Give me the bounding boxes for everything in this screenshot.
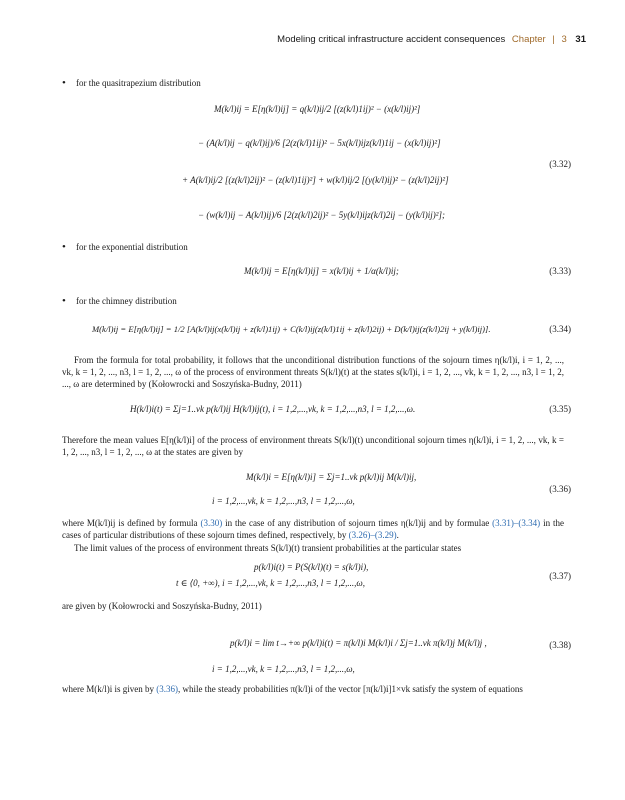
text: where M(k/l)ij is defined by formula (62, 518, 201, 528)
paragraph-given-by: are given by (Kołowrocki and Soszyńska-Budny, 2011) (62, 601, 262, 611)
text: in the cases of particular distributions of these sojourn times defined, respectively, by (62, 518, 564, 540)
eq-3-32-line4: − (w(k/l)ij − A(k/l)ij)/6 [2(z(k/l)2ij)² − 5y(k/l)ijz(k/l)2ij − (y(k/l)ij)²]; (198, 210, 445, 220)
text: in the case of any distribution of sojourn times η(k/l)ij and by formulae (222, 518, 493, 528)
paragraph-mean-values: Therefore the mean values E[η(k/l)i] of the process of environment threats S(k/l)(t) unconditional sojourn times η(k/l)i, i = 1, 2, ..., vk, k = 1, 2, ..., n3, l = 1, 2, ..., ω at the states are given by (62, 435, 564, 457)
running-title: Modeling critical infrastructure accident consequences (277, 34, 506, 45)
eq-3-37-line2: t ∈ ⟨0, +∞), i = 1,2,...,vk, k = 1,2,...,n3, l = 1,2,...,ω, (176, 578, 365, 588)
eq-number-3-32: (3.32) (549, 159, 571, 169)
text: where M(k/l)i is given by (62, 684, 157, 694)
eq-number-3-33: (3.33) (549, 266, 571, 276)
eq-3-32-line3: + A(k/l)ij/2 [(z(k/l)2ij)² − (z(k/l)1ij)²] + w(k/l)ij/2 [(y(k/l)ij)² − (z(k/l)2ij)²] (182, 175, 449, 185)
eq-3-36-line2: i = 1,2,...,vk, k = 1,2,...,n3, l = 1,2,...,ω, (212, 496, 355, 506)
chapter-number: 3 (561, 34, 567, 45)
eq-number-3-36: (3.36) (549, 484, 571, 494)
eq-number-3-38: (3.38) (549, 640, 571, 650)
page-number: 31 (575, 34, 586, 45)
paragraph-limit-values: The limit values of the process of environment threats S(k/l)(t) transient probabilities at the particular states (74, 543, 462, 553)
eq-3-38-line2: i = 1,2,...,vk, k = 1,2,...,n3, l = 1,2,...,ω, (212, 664, 355, 674)
running-header (277, 34, 586, 45)
ref-link-3-31-3-34[interactable]: (3.31)–(3.34) (492, 518, 541, 528)
eq-3-37-line1: p(k/l)i(t) = P(S(k/l)(t) = s(k/l)i), (254, 562, 369, 572)
ref-link-3-26-3-29[interactable]: (3.26)–(3.29) (348, 530, 397, 540)
eq-3-32-line1: M(k/l)ij = E[η(k/l)ij] = q(k/l)ij/2 [(z(k/l)1ij)² − (x(k/l)ij)²] (214, 104, 421, 114)
eq-3-36-line1: M(k/l)i = E[η(k/l)i] = Σj=1..vk p(k/l)ij M(k/l)ij, (246, 472, 417, 482)
bullet-quasitrapezium (62, 78, 201, 88)
text: . (396, 530, 399, 540)
eq-3-33: M(k/l)ij = E[η(k/l)ij] = x(k/l)ij + 1/α(k/l)ij; (244, 266, 399, 276)
header-divider: | (552, 34, 555, 45)
eq-number-3-35: (3.35) (549, 404, 571, 414)
eq-number-3-37: (3.37) (549, 571, 571, 581)
eq-3-34: M(k/l)ij = E[η(k/l)ij] = 1/2 [A(k/l)ij(x(k/l)ij + z(k/l)1ij) + C(k/l)ij(z(k/l)1ij + z(k/l)2ij) + D(k/l)ij(z(k/l)2ij + y(k/l)ij)]. (92, 324, 491, 334)
eq-3-35: H(k/l)i(t) = Σj=1..vk p(k/l)ij H(k/l)ij(t), i = 1,2,...,vk, k = 1,2,...,n3, l = 1,2,...,ω. (130, 404, 416, 414)
bullet-text: for the chimney distribution (76, 296, 177, 306)
eq-3-38-line1: p(k/l)i = lim t→+∞ p(k/l)i(t) = π(k/l)i M(k/l)i / Σj=1..vk π(k/l)j M(k/l)j , (230, 638, 487, 648)
ref-link-3-30[interactable]: (3.30) (200, 518, 223, 528)
bullet-exponential (62, 242, 188, 252)
chapter-label: Chapter (511, 34, 546, 45)
text: , while the steady probabilities π(k/l)i of the vector [π(k/l)i]1×vk satisfy the system of equations (177, 684, 523, 694)
eq-3-32-line2: − (A(k/l)ij − q(k/l)ij)/6 [2(z(k/l)1ij)² − 5x(k/l)ijz(k/l)1ij − (x(k/l)ij)²] (198, 138, 441, 148)
bullet-chimney (62, 296, 177, 306)
paragraph-where-m (62, 517, 564, 541)
paragraph-steady-probabilities (62, 683, 564, 695)
eq-number-3-34: (3.34) (549, 324, 571, 334)
ref-link-3-36[interactable]: (3.36) (156, 684, 178, 694)
bullet-text: for the quasitrapezium distribution (76, 78, 201, 88)
paragraph-total-probability: From the formula for total probability, it follows that the unconditional distribution functions of the sojourn times η(k/l)i, i = 1, 2, ..., vk, k = 1, 2, ..., n3, l = 1, 2, ..., ω of the process of environment threats S(k/l)(t) at the states s(k/l)i, i = 1, 2, ..., vk, k = 1, 2, ..., n3, l = 1, 2, ..., ω are determined by (Kołowrocki and Soszyńska-Budny, 2011) (62, 355, 564, 389)
bullet-text: for the exponential distribution (76, 242, 188, 252)
